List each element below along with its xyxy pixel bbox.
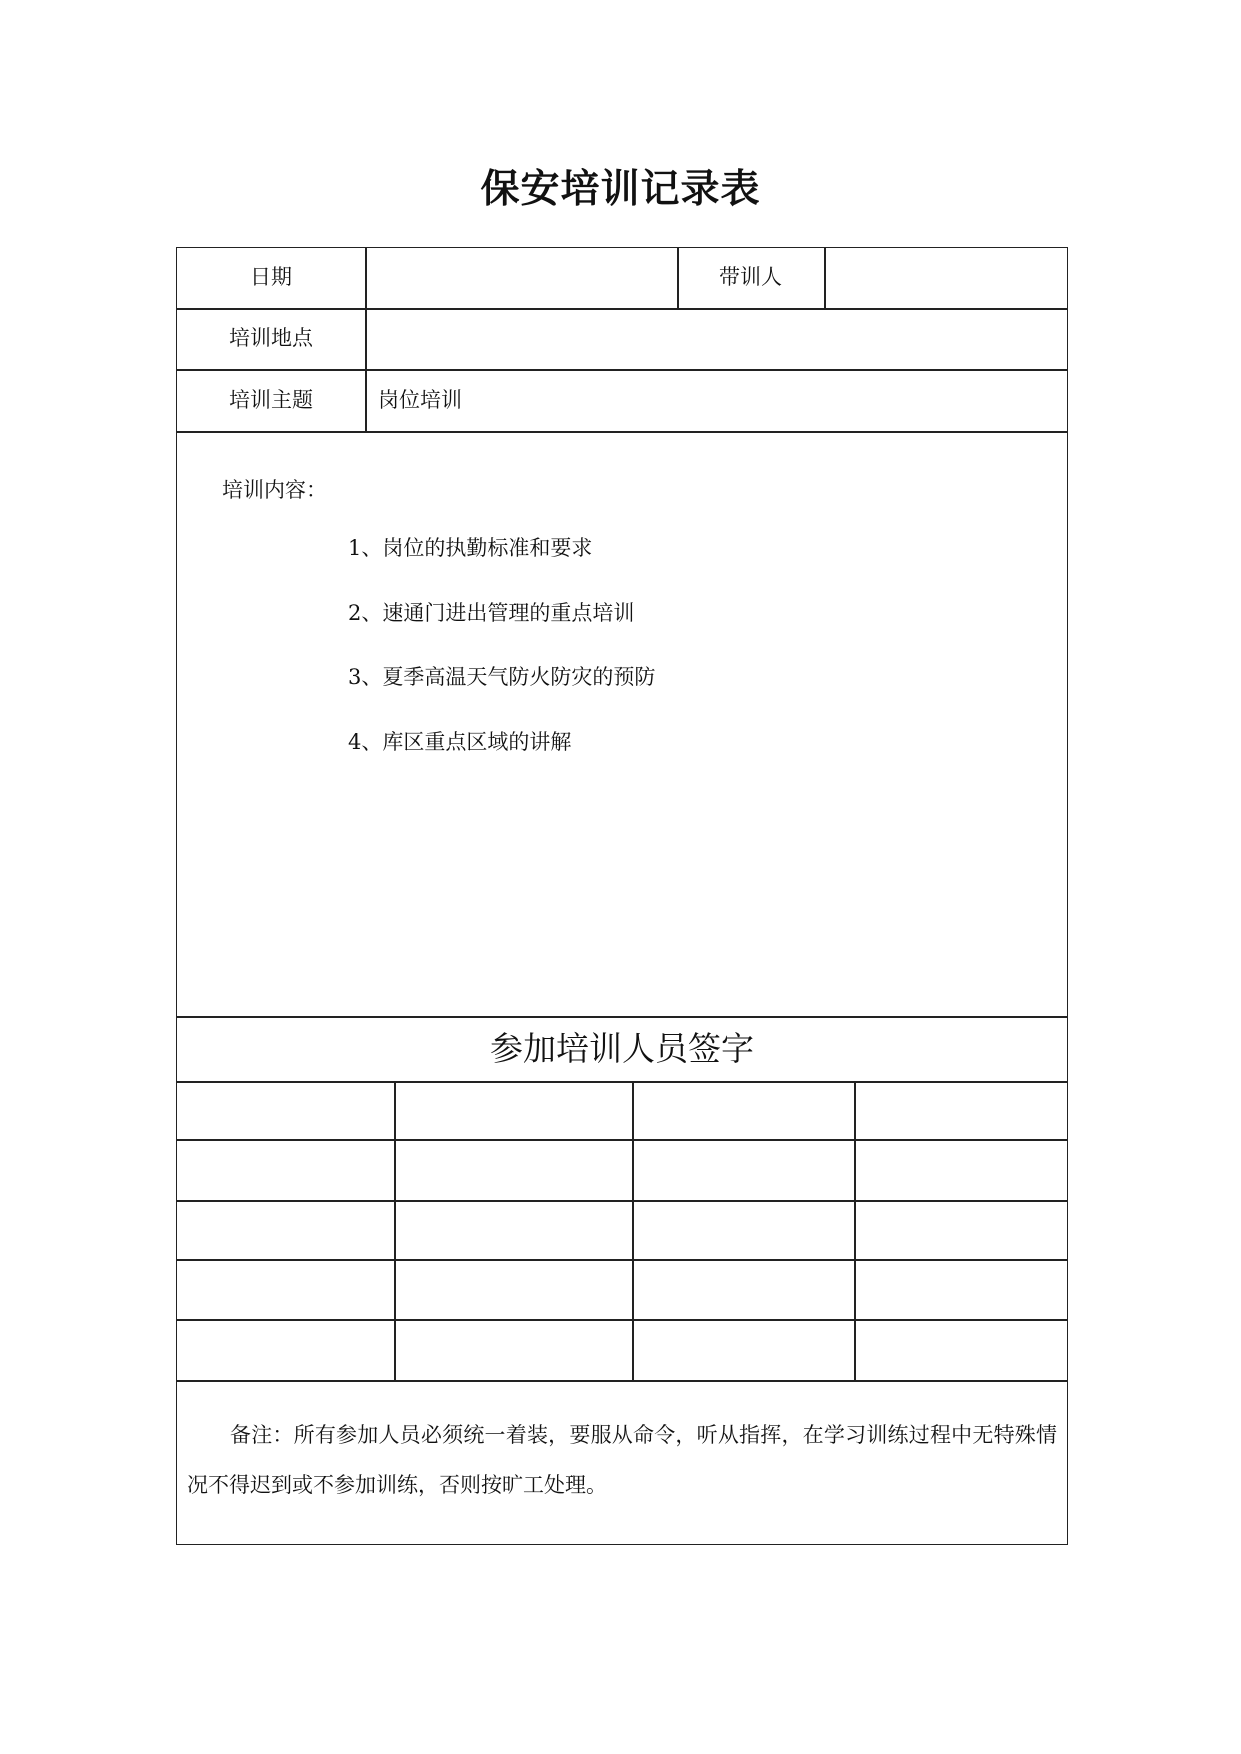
- topic-value: 岗位培训: [378, 388, 462, 412]
- row-divider: [177, 1319, 1067, 1321]
- content-label: 培训内容：: [222, 478, 327, 502]
- row-divider: [177, 431, 1067, 433]
- row-divider: [177, 1380, 1067, 1382]
- column-divider: [394, 1081, 396, 1380]
- column-divider: [854, 1081, 856, 1380]
- column-divider: [365, 248, 367, 431]
- row-divider: [177, 1200, 1067, 1202]
- column-divider: [632, 1081, 634, 1380]
- row-divider: [177, 1081, 1067, 1083]
- training-record-form: [176, 247, 1068, 1545]
- row-divider: [177, 1016, 1067, 1018]
- note-text: 备注：所有参加人员必须统一着装，要服从命令，听从指挥，在学习训练过程中无特殊情况不得迟到或不参加训练，否则按旷工处理。: [187, 1423, 1057, 1497]
- row-divider: [177, 308, 1067, 310]
- trainer-label: 带训人: [719, 265, 782, 289]
- row-divider: [177, 1139, 1067, 1141]
- signature-heading: 参加培训人员签字: [490, 1029, 754, 1068]
- content-item: 3、夏季高温天气防火防灾的预防: [348, 665, 656, 689]
- date-field[interactable]: [373, 267, 673, 289]
- topic-label: 培训主题: [229, 388, 313, 412]
- content-item: 1、岗位的执勤标准和要求: [348, 536, 593, 560]
- location-field[interactable]: [373, 328, 1063, 350]
- content-item: 2、速通门进出管理的重点培训: [348, 600, 635, 625]
- content-item: 4、库区重点区域的讲解: [348, 729, 572, 754]
- page-title: 保安培训记录表: [480, 166, 761, 212]
- location-label: 培训地点: [229, 326, 313, 350]
- date-label: 日期: [250, 265, 292, 289]
- column-divider: [824, 248, 826, 308]
- row-divider: [177, 1259, 1067, 1261]
- row-divider: [177, 369, 1067, 371]
- trainer-field[interactable]: [832, 267, 1062, 289]
- content-list: [348, 536, 655, 794]
